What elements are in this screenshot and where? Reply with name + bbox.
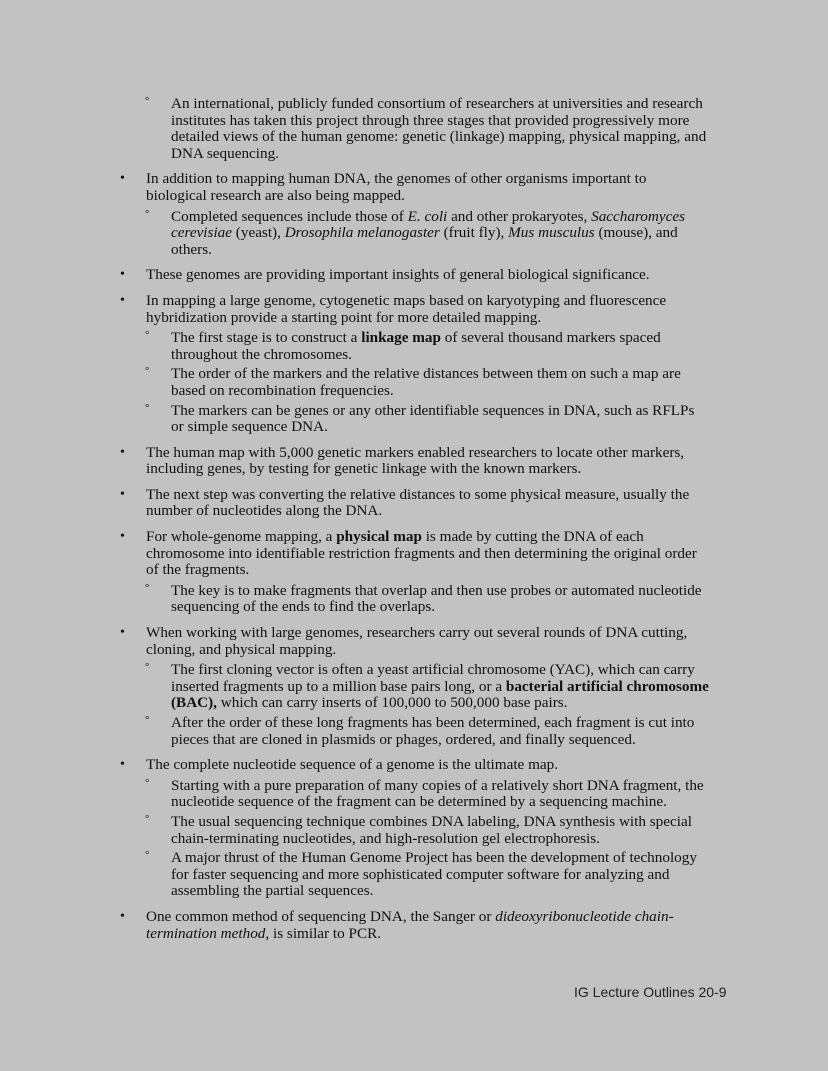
italic-term: E. coli xyxy=(407,207,448,225)
circle-bullet-icon: ° xyxy=(145,365,150,378)
italic-term: Saccharomyces cerevisiae xyxy=(171,207,685,242)
bullet-icon: • xyxy=(120,267,125,283)
text-run: An international, publicly funded consortium of researchers at universities and research institutes has taken this project through three stages that provided progressively more detailed views of the human genome: genetic (linkage) mapping, physical mapping, and DNA sequencing. xyxy=(171,95,707,162)
sub-bullet-item xyxy=(0,96,828,162)
text-run: (mouse), and others. xyxy=(171,224,678,258)
text-run: The first stage is to construct a xyxy=(171,329,362,347)
text-run: One common method of sequencing DNA, the Sanger or xyxy=(146,907,496,925)
circle-bullet-icon: ° xyxy=(145,329,150,342)
bullet-item xyxy=(0,293,828,326)
text-run: of several thousand markers spaced throughout the chromosomes. xyxy=(171,329,661,363)
bullet-item xyxy=(0,267,828,284)
text-run: A major thrust of the Human Genome Project has been the development of technology for faster sequencing and more sophisticated computer software for analyzing and assembling the partial sequences. xyxy=(171,849,697,900)
italic-term: Drosophila melanogaster xyxy=(284,224,440,242)
sub-bullet-item xyxy=(0,662,828,712)
sub-bullet-item xyxy=(0,583,828,616)
sub-bullet-item xyxy=(0,715,828,748)
sub-bullet-item xyxy=(0,850,828,900)
circle-bullet-icon: ° xyxy=(145,849,150,862)
text-run: The key is to make fragments that overlap and then use probes or automated nucleotide sequencing of the ends to find the overlaps. xyxy=(171,581,702,616)
bullet-item xyxy=(0,757,828,774)
bullet-item xyxy=(0,529,828,579)
circle-bullet-icon: ° xyxy=(145,207,150,220)
bullet-item xyxy=(0,625,828,658)
text-run: is similar to PCR. xyxy=(269,924,382,942)
italic-term: Mus musculus xyxy=(508,224,595,242)
sub-bullet-item xyxy=(0,814,828,847)
bold-term: linkage map xyxy=(361,329,441,347)
document-body xyxy=(0,96,828,942)
text-run: The first cloning vector is often a yeast artificial chromosome (YAC), which can carry inserted fragments up to a million base pairs long, or a xyxy=(171,661,695,695)
sub-bullet-item xyxy=(0,403,828,436)
text-run: The order of the markers and the relative distances between them on such a map are based on recombination frequencies. xyxy=(171,365,681,399)
circle-bullet-icon: ° xyxy=(145,714,150,726)
text-run: The next step was converting the relative distances to some physical measure, usually the number of nucleotides along the DNA. xyxy=(146,485,690,520)
bullet-item xyxy=(0,487,828,520)
bold-term: bacterial artificial chromosome (BAC), xyxy=(171,677,709,712)
circle-bullet-icon: ° xyxy=(145,581,150,594)
text-run: is made by cutting the DNA of each chromosome into identifiable restriction fragments and then determining the original order of the fragments. xyxy=(146,528,697,579)
text-run: These genomes are providing important insights of general biological significance. xyxy=(146,266,650,284)
text-run: which can carry inserts of 100,000 to 500,000 base pairs. xyxy=(216,694,568,712)
bullet-item xyxy=(0,445,828,478)
bullet-icon: • xyxy=(120,486,125,502)
bullet-icon: • xyxy=(120,292,125,308)
bullet-item xyxy=(0,171,828,204)
circle-bullet-icon: ° xyxy=(145,95,150,107)
page-footer: IG Lecture Outlines 20-9 xyxy=(574,984,727,1000)
bullet-icon: • xyxy=(120,444,125,460)
text-run: The markers can be genes or any other identifiable sequences in DNA, such as RFLPs or simple sequence DNA. xyxy=(171,401,695,436)
text-run: In mapping a large genome, cytogenetic maps based on karyotyping and fluorescence hybridization provide a starting point for more detailed mapping. xyxy=(146,291,667,326)
sub-bullet-item xyxy=(0,330,828,363)
text-run: The complete nucleotide sequence of a genome is the ultimate map. xyxy=(146,756,559,774)
circle-bullet-icon: ° xyxy=(145,401,150,414)
bullet-icon: • xyxy=(120,757,125,773)
text-run: Starting with a pure preparation of many copies of a relatively short DNA fragment, the nucleotide sequence of the fragment can be determined by a sequencing machine. xyxy=(171,776,704,811)
bullet-icon: • xyxy=(120,908,125,924)
bullet-icon: • xyxy=(120,529,125,545)
text-run: When working with large genomes, researchers carry out several rounds of DNA cutting, cloning, and physical mapping. xyxy=(146,624,688,658)
circle-bullet-icon: ° xyxy=(145,661,150,674)
sub-bullet-item xyxy=(0,209,828,259)
sub-bullet-item xyxy=(0,778,828,811)
text-run: and other prokaryotes, xyxy=(447,207,592,225)
circle-bullet-icon: ° xyxy=(145,776,150,789)
text-run: Completed sequences include those of xyxy=(171,207,408,225)
text-run: After the order of these long fragments has been determined, each fragment is cut into pieces that are cloned in plasmids or phages, ordered, and finally sequenced. xyxy=(171,714,695,748)
circle-bullet-icon: ° xyxy=(145,812,150,825)
text-run: (fruit fly), xyxy=(439,224,509,242)
bullet-icon: • xyxy=(120,625,125,641)
italic-term: dideoxyribonucleotide chain-termination method, xyxy=(146,907,674,942)
text-run: For whole-genome mapping, a xyxy=(146,528,337,546)
text-run: (yeast), xyxy=(232,224,285,242)
text-run: The human map with 5,000 genetic markers enabled researchers to locate other markers, including genes, by testing for genetic linkage with the known markers. xyxy=(146,443,685,478)
text-run: In addition to mapping human DNA, the genomes of other organisms important to biological research are also being mapped. xyxy=(146,170,647,204)
bold-term: physical map xyxy=(336,528,422,546)
bullet-icon: • xyxy=(120,171,125,187)
text-run: The usual sequencing technique combines DNA labeling, DNA synthesis with special chain-terminating nucleotides, and high-resolution gel electrophoresis. xyxy=(171,812,692,847)
sub-bullet-item xyxy=(0,366,828,399)
bullet-item xyxy=(0,909,828,942)
